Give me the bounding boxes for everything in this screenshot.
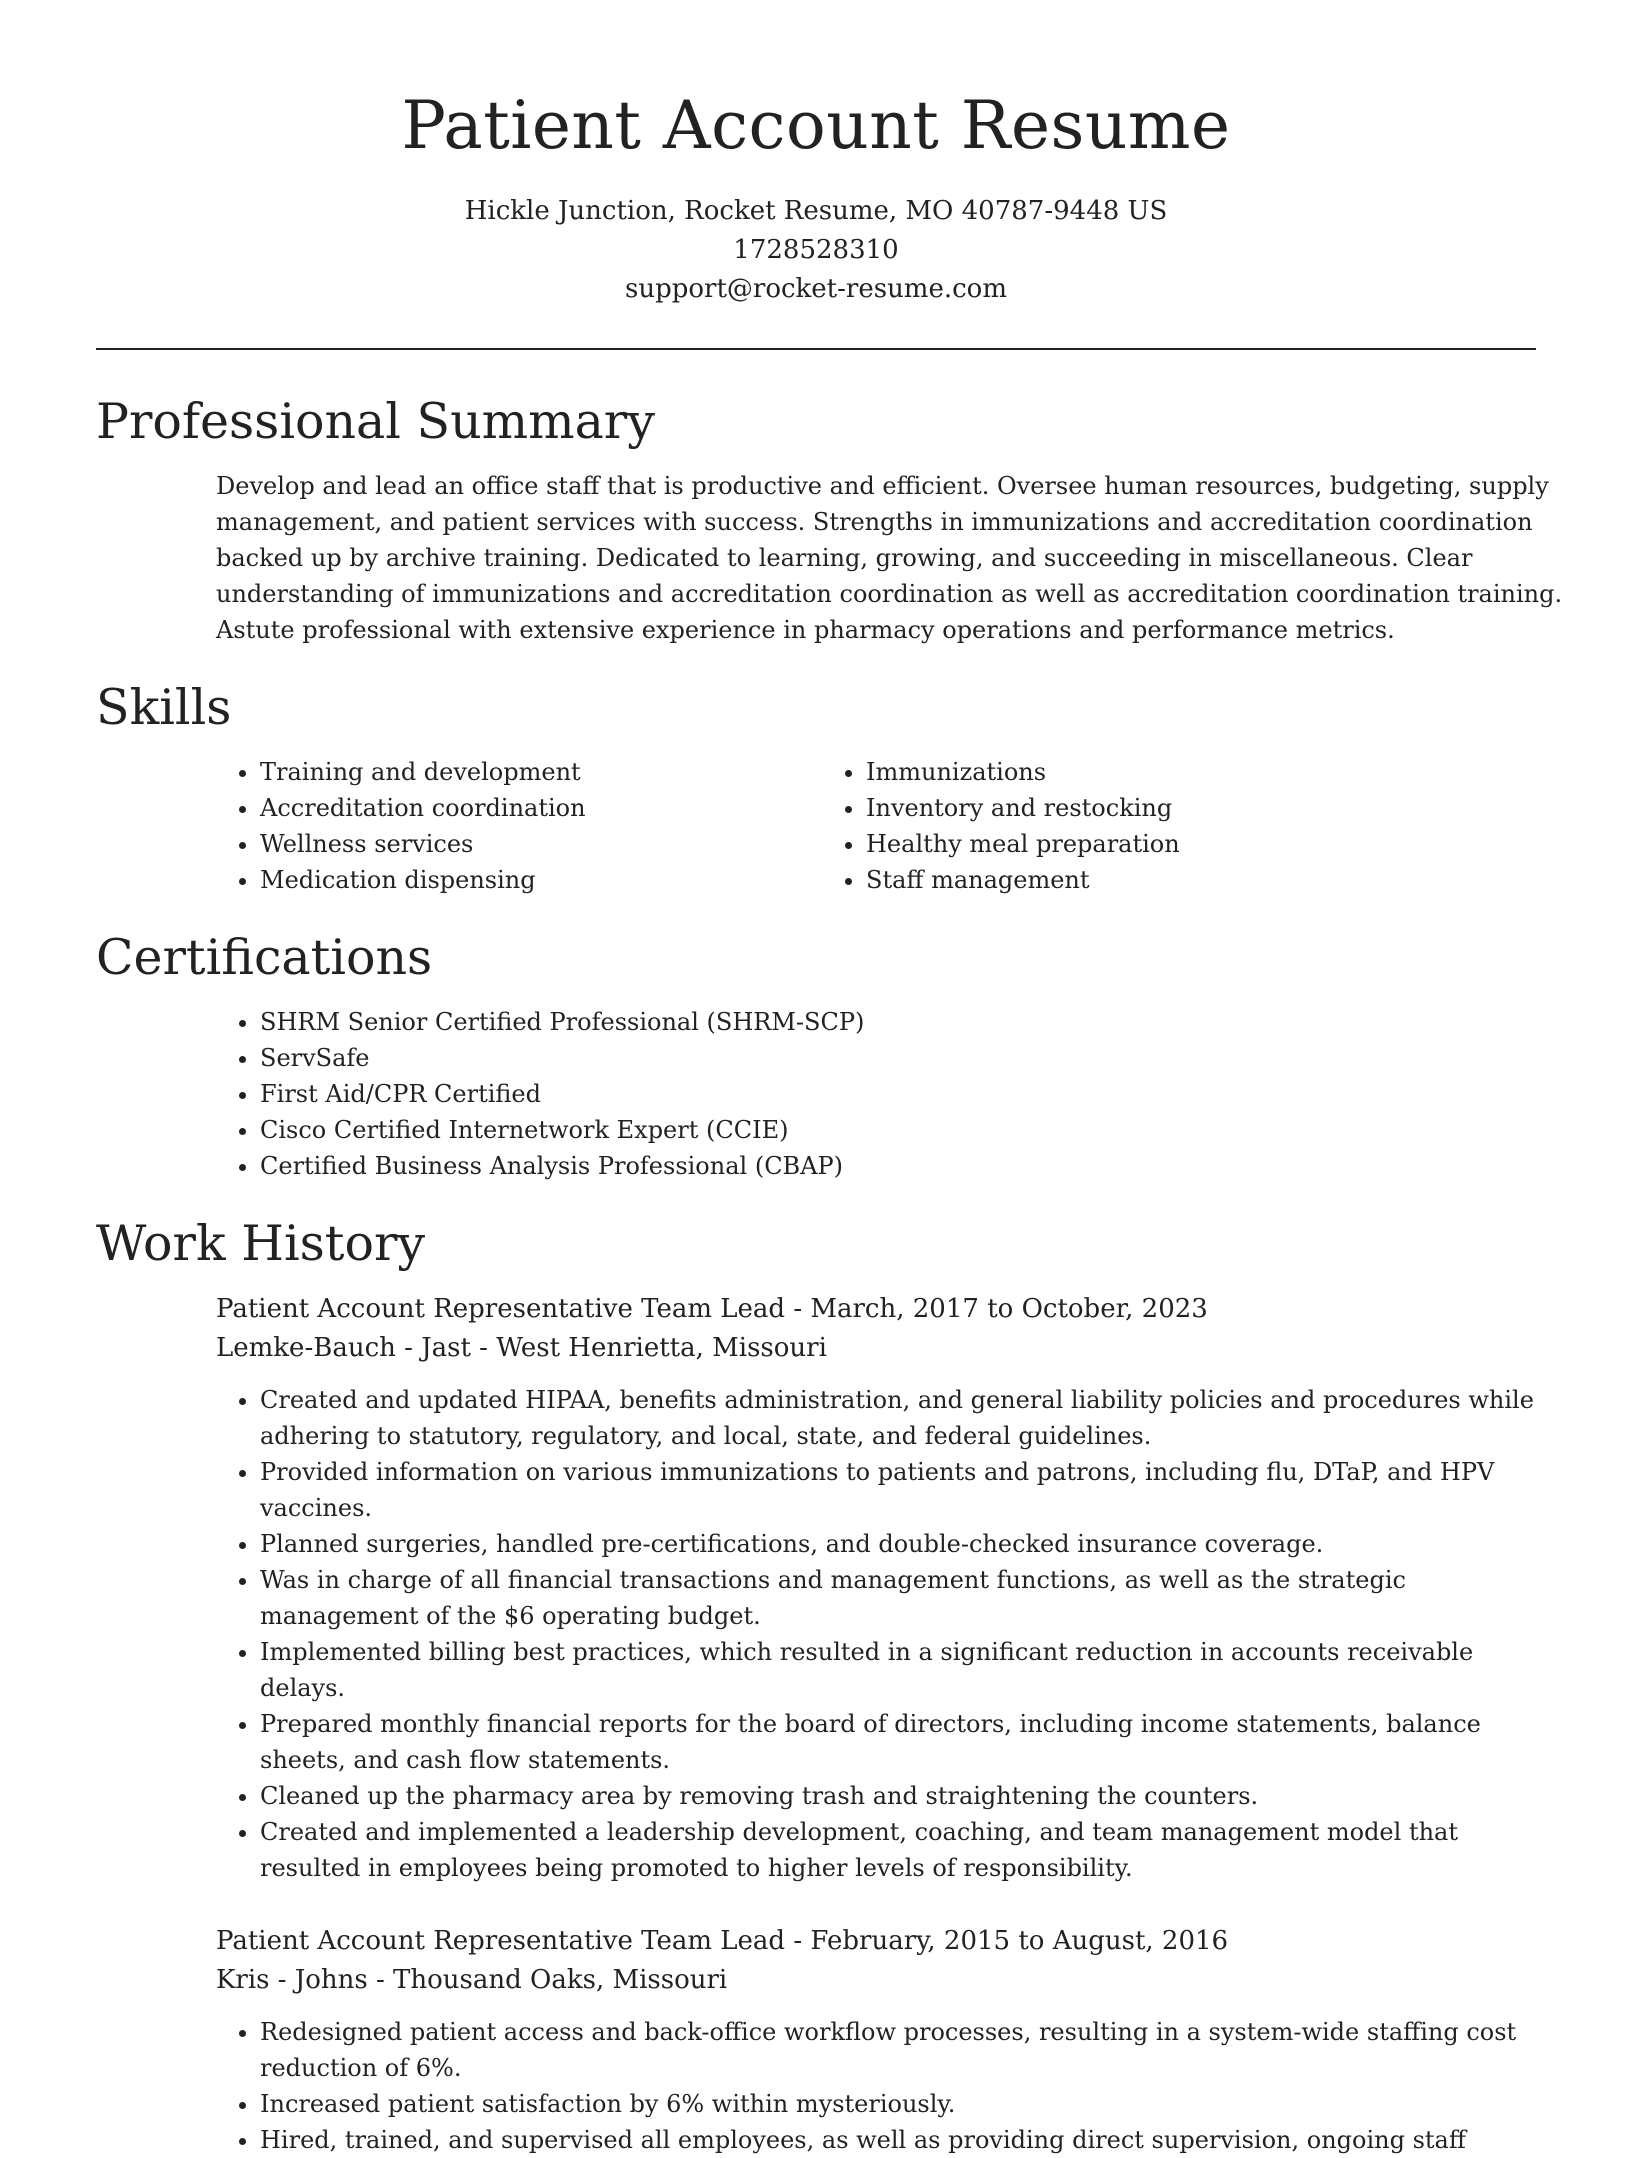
job-bullet: • Increased patient satisfaction by 6% within mysteriously. — [260, 2086, 1536, 2122]
skill-item: • Staff management — [866, 862, 1428, 898]
skills-section — [96, 676, 1536, 898]
job-bullet: • Created and implemented a leadership development, coaching, and team management model that resulted in employees being promoted to higher levels of responsibility. — [260, 1814, 1536, 1886]
summary-line: understanding of immunizations and accreditation coordination as well as accreditation coordination training. — [216, 580, 1563, 608]
contact-block — [96, 192, 1536, 309]
job-entry — [96, 1290, 1536, 1886]
certifications-section — [96, 926, 1536, 1184]
work-history-heading: Work History — [96, 1215, 426, 1272]
job-company-line: Lemke-Bauch - Jast - West Henrietta, Missouri — [216, 1333, 827, 1363]
summary-line: management, and patient services with success. Strengths in immunizations and accreditation coordination — [216, 508, 1533, 536]
skill-item: • Training and development — [260, 754, 822, 790]
work-history-section — [96, 1212, 1536, 2158]
summary-line: backed up by archive training. Dedicated to learning, growing, and succeeding in miscellaneous. Clear — [216, 544, 1473, 572]
job-bullet: • Implemented billing best practices, which resulted in a significant reduction in accounts receivable delays. — [260, 1634, 1536, 1706]
skill-item: • Inventory and restocking — [866, 790, 1428, 826]
summary-heading: Professional Summary — [96, 393, 655, 450]
skill-item: • Wellness services — [260, 826, 822, 862]
summary-line: Astute professional with extensive experience in pharmacy operations and performance metrics. — [216, 616, 1395, 644]
job-bullet: • Provided information on various immunizations to patients and patrons, including flu, DTaP, and HPV vaccines. — [260, 1454, 1536, 1526]
job-bullet: • Created and updated HIPAA, benefits administration, and general liability policies and procedures while adhering to statutory, regulatory, and local, state, and federal guidelines. — [260, 1382, 1536, 1454]
job-bullet: • Cleaned up the pharmacy area by removing trash and straightening the counters. — [260, 1778, 1536, 1814]
job-bullet: • Hired, trained, and supervised all employees, as well as providing direct supervision, ongoing staff — [260, 2122, 1536, 2158]
job-bullet: • Was in charge of all financial transactions and management functions, as well as the strategic management of the $6 operating budget. — [260, 1562, 1536, 1634]
job-bullets — [216, 2014, 1536, 2158]
summary-text — [216, 468, 1563, 648]
contact-phone: 1728528310 — [733, 235, 899, 265]
resume-title: Patient Account Resume — [401, 87, 1231, 164]
certification-item: • Cisco Certified Internetwork Expert (CCIE) — [260, 1112, 1536, 1148]
job-bullet: • Planned surgeries, handled pre-certifications, and double-checked insurance coverage. — [260, 1526, 1536, 1562]
certifications-list — [216, 1004, 1536, 1184]
skill-item: • Immunizations — [866, 754, 1428, 790]
job-bullet: • Redesigned patient access and back-office workflow processes, resulting in a system-wide staffing cost reduction of 6%. — [260, 2014, 1536, 2086]
summary-line: Develop and lead an office staff that is productive and efficient. Oversee human resources, budgeting, supply — [216, 472, 1549, 500]
contact-address: Hickle Junction, Rocket Resume, MO 40787-9448 US — [464, 196, 1168, 226]
header-divider — [96, 348, 1536, 350]
job-bullets — [216, 1382, 1536, 1886]
certification-item: • SHRM Senior Certified Professional (SHRM-SCP) — [260, 1004, 1536, 1040]
certification-item: • First Aid/CPR Certified — [260, 1076, 1536, 1112]
job-entry — [96, 1922, 1536, 2158]
certification-item: • Certified Business Analysis Professional (CBAP) — [260, 1148, 1536, 1184]
job-title-line: Patient Account Representative Team Lead - February, 2015 to August, 2016 — [216, 1926, 1229, 1956]
job-title-line: Patient Account Representative Team Lead - March, 2017 to October, 2023 — [216, 1294, 1208, 1324]
summary-section — [96, 390, 1563, 648]
skill-item: • Healthy meal preparation — [866, 826, 1428, 862]
job-bullet: • Prepared monthly financial reports for the board of directors, including income statements, balance sheets, and cash flow statements. — [260, 1706, 1536, 1778]
skills-heading: Skills — [96, 679, 232, 736]
skills-grid — [216, 754, 1536, 898]
skill-item: • Medication dispensing — [260, 862, 822, 898]
contact-email: support@rocket-resume.com — [624, 274, 1007, 304]
certification-item: • ServSafe — [260, 1040, 1536, 1076]
resume-page — [96, 0, 1563, 2158]
skill-item: • Accreditation coordination — [260, 790, 822, 826]
certifications-heading: Certifications — [96, 929, 433, 986]
skills-list-right — [822, 754, 1428, 898]
job-company-line: Kris - Johns - Thousand Oaks, Missouri — [216, 1965, 728, 1995]
skills-list-left — [216, 754, 822, 898]
